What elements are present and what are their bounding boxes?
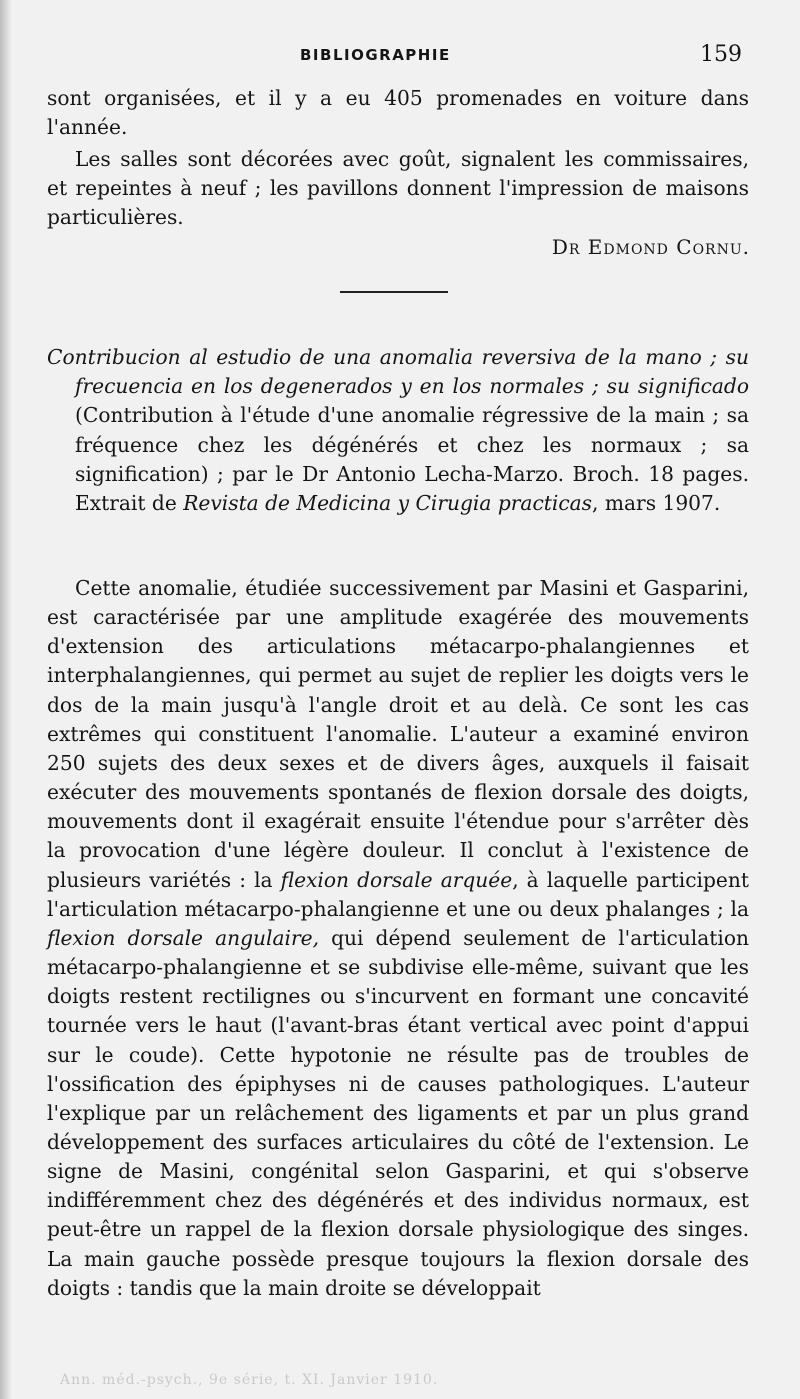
review1-paragraph-1: sont organisées, et il y a eu 405 promenades en voiture dans l'année. [47, 86, 749, 140]
page-gutter-shadow [0, 0, 12, 1399]
review2-body [47, 574, 749, 1303]
review2-bibliographic-entry [47, 343, 749, 518]
review1-signature: Dr Edmond Cornu. [551, 235, 750, 259]
review2-french-title-and-author: (Contribution à l'étude d'une anomalie régressive de la main ; sa fréquence chez les dégénérés et chez les normaux ; sa signification) ; par le Dr Antonio Lecha-Marzo. Broch. 18 pages. Extrait de [75, 403, 749, 516]
running-title: BIBLIOGRAPHIE [300, 46, 451, 64]
review2-term-angulaire: flexion dorsale angulaire, [47, 925, 320, 950]
review2-source-journal: Revista de Medicina y Cirugia practicas [183, 491, 593, 516]
review2-body-part-b: , à laquelle participent l'articulation métacarpo-phalangienne et une ou deux phalanges ; la [47, 867, 749, 921]
review2-term-arquee: flexion dorsale arquée [280, 867, 513, 892]
page-number: 159 [700, 42, 742, 67]
faint-footer-signature: Ann. méd.-psych., 9e série, t. XI. Janvier 1910. [60, 1372, 439, 1388]
review1-paragraph-2: Les salles sont décorées avec goût, signalent les commissaires, et repeintes à neuf ; les pavillons donnent l'impression de maisons particulières. [47, 147, 749, 230]
review2-source-date: , mars 1907. [592, 491, 721, 516]
review2-body-part-c: qui dépend seulement de l'articulation métacarpo-phalangienne et se subdivise elle-même, suivant que les doigts restent rectilignes ou s'incurvent en formant une concavité tournée vers le haut (l'avant-bras étant vertical avec point d'appui sur le coude). Cette hypotonie ne résulte pas de troubles de l'ossification des épiphyses ni de causes pathologiques. L'auteur l'explique par un relâchement des ligaments et par un plus grand développement des surfaces articulaires du côté de l'extension. Le signe de Masini, congénital selon Gasparini, et qui s'observe indifféremment chez des dégénérés et des individus normaux, est peut-être un rappel de la flexion dorsale physiologique des singes. La main gauche possède presque toujours la flexion dorsale des doigts : tandis que la main droite se développait [47, 925, 749, 1300]
review2-spanish-title: Contribucion al estudio de una anomalia reversiva de la mano ; su frecuencia en los degenerados y en los normales ; su significado [47, 345, 749, 399]
review2-body-part-a: Cette anomalie, étudiée successivement par Masini et Gasparini, est caractérisée par une amplitude exagérée des mouvements d'extension des articulations métacarpo-phalangiennes et interphalangiennes, qui permet au sujet de replier les doigts vers le dos de la main jusqu'à l'angle droit et au delà. Ce sont les cas extrêmes qui constituent l'anomalie. L'auteur a examiné environ 250 sujets des deux sexes et de divers âges, auxquels il faisait exécuter des mouvements spontanés de flexion dorsale des doigts, mouvements dont il exagérait ensuite l'étendue pour s'arrêter dès la provocation d'une légère douleur. Il conclut à l'existence de plusieurs variétés : la [47, 576, 749, 892]
section-divider-rule [340, 291, 448, 293]
running-head [0, 44, 800, 72]
